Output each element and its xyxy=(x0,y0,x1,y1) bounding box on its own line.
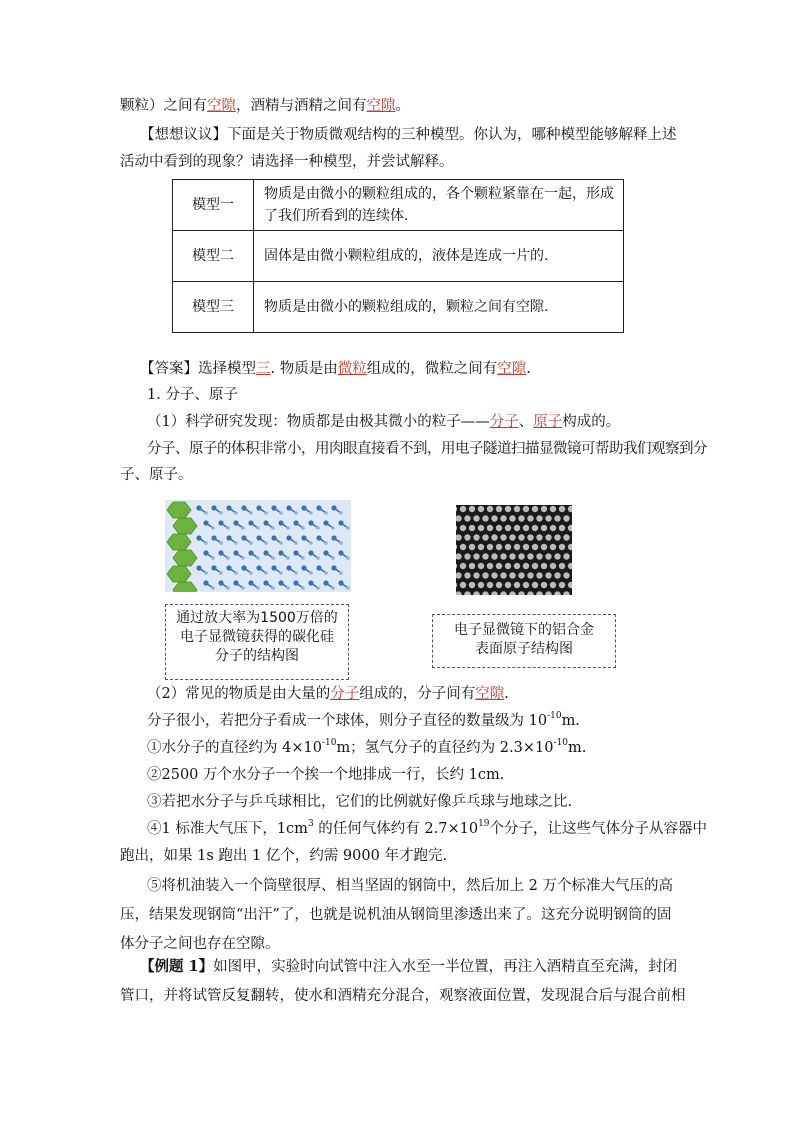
atom-dot xyxy=(460,506,466,512)
molecule-atom xyxy=(203,550,208,555)
molecule-atom xyxy=(219,511,223,515)
molecule-atom xyxy=(294,511,298,515)
molecule-atom xyxy=(234,511,238,515)
atom-dot xyxy=(482,572,488,578)
answer-tag: 【答案】 xyxy=(140,361,198,377)
atom-dot xyxy=(545,572,551,578)
atom-dot xyxy=(514,506,520,512)
molecule-atom xyxy=(331,586,335,590)
molecule-atom xyxy=(293,580,298,585)
atom-dot xyxy=(482,553,488,559)
molecule-atom xyxy=(301,556,305,560)
molecule-atom xyxy=(219,541,223,545)
molecule-atom xyxy=(286,565,291,570)
atom-dot xyxy=(559,544,565,550)
list-item: ⑤将机油装入一个筒壁很厚、相当坚固的钢筒中，然后加上 2 万个标准大气压的高 xyxy=(147,878,673,894)
atom-dot xyxy=(518,553,524,559)
atom-dot xyxy=(559,563,565,569)
section1-paragraph-1: （1）科学研究发现：物质都是由极其微小的粒子——分子、原子构成的。 xyxy=(147,414,621,430)
example-line-1: 【例题 1】如图甲，实验时向试管中注入水至一半位置，再注入酒精直至充满，封闭 xyxy=(140,958,678,975)
molecule-atom xyxy=(211,526,215,530)
atom-dot xyxy=(509,553,515,559)
atom-dot xyxy=(563,553,569,559)
molecule-atom xyxy=(241,586,245,590)
atom-dot xyxy=(514,582,520,588)
atom-dot xyxy=(478,506,484,512)
molecule-atom xyxy=(203,520,208,525)
molecule-atom xyxy=(316,556,320,560)
atom-dot xyxy=(496,563,502,569)
atom-dot xyxy=(532,582,538,588)
molecule-atom xyxy=(264,511,268,515)
atom-dot xyxy=(563,515,569,521)
molecule-atom xyxy=(271,526,275,530)
list-item-continuation: 压，结果发现钢筒“出汗”了，也就是说机油从钢筒里渗透出来了。这充分说明钢筒的固 xyxy=(120,907,672,923)
molecule-atom xyxy=(339,571,343,575)
molecule-atom xyxy=(323,550,328,555)
atom-dot xyxy=(464,553,470,559)
molecule-atom xyxy=(233,580,238,585)
atom-dot xyxy=(532,563,538,569)
atom-dot xyxy=(496,506,502,512)
molecule-atom xyxy=(196,535,201,540)
silicon-carbide-structure-image xyxy=(165,500,351,592)
molecule-atom xyxy=(196,505,201,510)
silicon-carbide-structure-graphic xyxy=(165,500,351,592)
atom-dot xyxy=(500,515,506,521)
molecule-atom xyxy=(226,565,231,570)
molecule-atom xyxy=(301,586,305,590)
atom-dot xyxy=(541,582,547,588)
molecule-atom xyxy=(263,580,268,585)
molecule-atom xyxy=(278,550,283,555)
list-item: ③若把水分子与乒乓球相比，它们的比例就好像乒乓球与地球之比. xyxy=(147,794,573,810)
atom-dot xyxy=(523,563,529,569)
atom-dot xyxy=(514,563,520,569)
atom-dot xyxy=(500,572,506,578)
atom-dot xyxy=(505,544,511,550)
atom-dot xyxy=(487,525,493,531)
atom-dot xyxy=(554,534,560,540)
atom-dot xyxy=(527,572,533,578)
atom-dot xyxy=(536,572,542,578)
molecule-atom xyxy=(293,520,298,525)
atom-dot xyxy=(532,525,538,531)
molecule-atom xyxy=(204,571,208,575)
atom-dot xyxy=(482,515,488,521)
list-item: ①水分子的直径约为 $4\times 10^{-10}m$；氢气分子的直径约为 $2.3\times 10^{-10}m$. xyxy=(147,738,587,756)
atom-dot xyxy=(550,506,556,512)
atom-dot xyxy=(545,534,551,540)
molecule-atom xyxy=(271,565,276,570)
atom-dot xyxy=(500,534,506,540)
molecule-atom xyxy=(256,556,260,560)
molecule-atom xyxy=(331,505,336,510)
atom-dot xyxy=(473,515,479,521)
atom-dot xyxy=(505,506,511,512)
atom-dot xyxy=(536,534,542,540)
molecule-atom xyxy=(316,586,320,590)
molecule-atom xyxy=(346,556,350,560)
molecule-atom xyxy=(241,565,246,570)
molecule-atom xyxy=(256,586,260,590)
atom-dot xyxy=(460,582,466,588)
aluminum-alloy-atom-graphic xyxy=(456,505,572,595)
molecule-atom xyxy=(316,565,321,570)
molecule-atom xyxy=(204,541,208,545)
atom-dot xyxy=(563,572,569,578)
molecule-atom xyxy=(271,586,275,590)
atom-dot xyxy=(527,534,533,540)
atom-dot xyxy=(545,553,551,559)
molecule-atom xyxy=(346,586,350,590)
molecule-atom xyxy=(279,541,283,545)
molecule-atom xyxy=(294,571,298,575)
list-item-continuation: 体分子之间也存在空隙。 xyxy=(120,936,280,952)
molecule-atom xyxy=(241,556,245,560)
molecule-atom xyxy=(256,526,260,530)
molecule-atom xyxy=(286,535,291,540)
atom-dot xyxy=(464,572,470,578)
atom-dot xyxy=(554,515,560,521)
molecule-atom xyxy=(301,535,306,540)
molecule-atom xyxy=(271,556,275,560)
molecule-atom xyxy=(271,535,276,540)
atom-dot xyxy=(559,525,565,531)
molecule-atom xyxy=(211,535,216,540)
atom-dot xyxy=(491,534,497,540)
atom-dot xyxy=(550,525,556,531)
atom-dot xyxy=(518,515,524,521)
example-line-2: 管口，并将试管反复翻转，使水和酒精充分混合，观察液面位置，发现混合后与混合前相 xyxy=(120,988,686,1004)
atom-dot xyxy=(505,525,511,531)
atom-dot xyxy=(478,563,484,569)
answer-line: 【答案】选择模型三. 物质是由微粒组成的，微粒之间有空隙. xyxy=(140,361,531,377)
section1-paragraph-2: 分子、原子的体积非常小，用肉眼直接看不到，用电子隧道扫描显微镜可帮助我们观察到分 xyxy=(147,441,707,457)
section1-paragraph-2b: 子、原子。 xyxy=(120,467,193,483)
atom-dot xyxy=(509,572,515,578)
model-description: 固体是由微小颗粒组成的，液体是连成一片的. xyxy=(254,231,624,282)
molecule-atom xyxy=(234,541,238,545)
example-tag: 【例题 1】 xyxy=(140,958,214,975)
atom-dot xyxy=(496,582,502,588)
molecule-atom xyxy=(248,550,253,555)
molecule-atom xyxy=(241,526,245,530)
molecule-atom xyxy=(211,556,215,560)
molecule-atom xyxy=(226,526,230,530)
molecule-atom xyxy=(278,580,283,585)
molecule-atom xyxy=(204,511,208,515)
atom-dot xyxy=(469,582,475,588)
molecule-atom xyxy=(339,541,343,545)
molecule-atom xyxy=(219,571,223,575)
atom-dot xyxy=(550,544,556,550)
atom-dot xyxy=(460,544,466,550)
molecule-atom xyxy=(264,571,268,575)
molecule-atom xyxy=(226,586,230,590)
atom-dot xyxy=(487,582,493,588)
molecule-atom xyxy=(263,550,268,555)
atom-dot xyxy=(491,553,497,559)
molecule-atom xyxy=(196,565,201,570)
section2-paragraph-1: （2）常见的物质是由大量的分子组成的，分子间有空隙. xyxy=(147,686,509,702)
molecule-atom xyxy=(234,571,238,575)
atom-dot xyxy=(514,525,520,531)
atom-dot xyxy=(478,582,484,588)
atom-dot xyxy=(563,534,569,540)
atom-dot xyxy=(518,572,524,578)
atom-dot xyxy=(550,582,556,588)
molecule-atom xyxy=(308,550,313,555)
right-figure-caption: 电子显微镜下的铝合金 表面原子结构图 xyxy=(432,614,616,668)
molecule-atom xyxy=(218,520,223,525)
molecule-atom xyxy=(278,520,283,525)
atom-dot xyxy=(532,544,538,550)
molecule-atom xyxy=(249,511,253,515)
molecule-atom xyxy=(324,541,328,545)
atom-dot xyxy=(523,506,529,512)
atom-dot xyxy=(536,515,542,521)
molecule-atom xyxy=(331,535,336,540)
molecule-atom xyxy=(308,580,313,585)
molecule-atom xyxy=(346,526,350,530)
atom-dot xyxy=(464,515,470,521)
atom-dot xyxy=(460,525,466,531)
molecule-atom xyxy=(293,550,298,555)
molecule-atom xyxy=(339,511,343,515)
molecule-atom xyxy=(241,535,246,540)
atom-dot xyxy=(500,553,506,559)
molecule-atom xyxy=(338,580,343,585)
molecule-atom xyxy=(331,556,335,560)
table-row xyxy=(173,282,624,333)
molecule-atom xyxy=(338,550,343,555)
molecule-atom xyxy=(324,571,328,575)
atom-dot xyxy=(473,553,479,559)
atom-dot xyxy=(464,534,470,540)
molecule-atom xyxy=(279,571,283,575)
molecule-atom xyxy=(324,511,328,515)
atom-dot xyxy=(469,525,475,531)
molecule-atom xyxy=(211,565,216,570)
molecule-atom xyxy=(271,505,276,510)
model-name: 模型一 xyxy=(173,180,254,231)
molecule-atom xyxy=(233,520,238,525)
model-description: 物质是由微小的颗粒组成的，各个颗粒紧靠在一起，形成了我们所看到的连续体. xyxy=(254,180,624,231)
model-description: 物质是由微小的颗粒组成的，颗粒之间有空隙. xyxy=(254,282,624,333)
atom-dot xyxy=(541,525,547,531)
think-discuss-line-2: 活动中看到的现象？请选择一种模型，并尝试解释。 xyxy=(120,154,454,170)
left-figure-caption: 通过放大率为1500万倍的 电子显微镜获得的碳化硅 分子的结构图 xyxy=(165,604,349,680)
atom-dot xyxy=(473,534,479,540)
atom-dot xyxy=(460,563,466,569)
molecule-atom xyxy=(316,526,320,530)
molecule-atom xyxy=(338,520,343,525)
atom-dot xyxy=(509,534,515,540)
atom-dot xyxy=(532,506,538,512)
molecule-atom xyxy=(286,526,290,530)
molecule-atom xyxy=(309,541,313,545)
atom-dot xyxy=(487,506,493,512)
table-row xyxy=(173,231,624,282)
molecule-atom xyxy=(286,556,290,560)
molecule-atom xyxy=(301,505,306,510)
section-heading: 1. 分子、原子 xyxy=(147,387,238,403)
section2-paragraph-2: 分子很小，若把分子看成一个球体，则分子直径的数量级为 $10^{-10}m$. xyxy=(147,711,580,729)
molecule-atom xyxy=(241,505,246,510)
atom-dot xyxy=(473,572,479,578)
molecule-atom xyxy=(316,505,321,510)
molecule-atom xyxy=(248,520,253,525)
molecule-atom xyxy=(256,535,261,540)
molecule-atom xyxy=(264,541,268,545)
image-background xyxy=(165,500,351,592)
molecule-atom xyxy=(301,526,305,530)
atom-dot xyxy=(545,515,551,521)
molecule-atom xyxy=(226,535,231,540)
atom-dot xyxy=(527,515,533,521)
list-item: ②2500 万个水分子一个挨一个地排成一行，长约 1cm. xyxy=(147,767,505,783)
molecule-atom xyxy=(249,541,253,545)
atom-dot xyxy=(523,525,529,531)
atom-dot xyxy=(478,525,484,531)
atom-dot xyxy=(536,553,542,559)
atom-dot xyxy=(505,582,511,588)
atom-dot xyxy=(554,553,560,559)
molecule-atom xyxy=(308,520,313,525)
atom-dot xyxy=(491,515,497,521)
atom-dot xyxy=(554,572,560,578)
think-discuss-line-1: 【想想议议】下面是关于物质微观结构的三种模型。你认为，哪种模型能够解释上述 xyxy=(140,127,677,143)
atom-dot xyxy=(487,563,493,569)
atom-dot xyxy=(469,563,475,569)
molecule-atom xyxy=(226,556,230,560)
molecule-atom xyxy=(203,580,208,585)
list-item-continuation: 跑出，如果 1s 跑出 1 亿个，约需 9000 年才跑完. xyxy=(120,848,448,864)
molecule-atom xyxy=(218,550,223,555)
molecule-atom xyxy=(263,520,268,525)
molecule-atom xyxy=(226,505,231,510)
molecule-atom xyxy=(233,550,238,555)
molecule-atom xyxy=(248,580,253,585)
molecule-atom xyxy=(331,526,335,530)
atom-dot xyxy=(541,563,547,569)
atom-dot xyxy=(559,506,565,512)
atom-dot xyxy=(514,544,520,550)
molecule-atom xyxy=(309,571,313,575)
molecule-atom xyxy=(279,511,283,515)
atom-dot xyxy=(469,544,475,550)
atom-dot xyxy=(496,525,502,531)
atom-dot xyxy=(541,506,547,512)
models-table xyxy=(172,179,624,333)
atom-dot xyxy=(469,506,475,512)
molecule-atom xyxy=(211,505,216,510)
atom-dot xyxy=(509,515,515,521)
molecule-atom xyxy=(309,511,313,515)
molecule-atom xyxy=(286,586,290,590)
molecule-atom xyxy=(323,580,328,585)
molecule-atom xyxy=(316,535,321,540)
atom-dot xyxy=(559,582,565,588)
table-row xyxy=(173,180,624,231)
aluminum-alloy-atom-image xyxy=(456,505,572,595)
atom-dot xyxy=(478,544,484,550)
molecule-atom xyxy=(256,505,261,510)
molecule-atom xyxy=(256,565,261,570)
intro-line-1: 颗粒）之间有空隙，酒精与酒精之间有空隙。 xyxy=(120,98,410,114)
molecule-atom xyxy=(286,505,291,510)
molecule-atom xyxy=(323,520,328,525)
molecule-atom xyxy=(249,571,253,575)
atom-dot xyxy=(527,553,533,559)
atom-dot xyxy=(487,544,493,550)
model-name: 模型三 xyxy=(173,282,254,333)
atom-dot xyxy=(482,534,488,540)
molecule-atom xyxy=(218,580,223,585)
atom-dot xyxy=(523,544,529,550)
atom-dot xyxy=(505,563,511,569)
atom-dot xyxy=(518,534,524,540)
atom-dot xyxy=(491,572,497,578)
molecule-atom xyxy=(301,565,306,570)
think-discuss-tag: 【想想议议】 xyxy=(140,127,227,143)
model-name: 模型二 xyxy=(173,231,254,282)
atom-dot xyxy=(550,563,556,569)
list-item: ④1 标准大气压下，$1cm^3$ 的任何气体约有 $2.7\times 10^{19}$个分子，让这些气体分子从容器中 xyxy=(147,819,708,837)
atom-dot xyxy=(523,582,529,588)
atom-dot xyxy=(496,544,502,550)
molecule-atom xyxy=(294,541,298,545)
atom-dot xyxy=(541,544,547,550)
molecule-atom xyxy=(211,586,215,590)
molecule-atom xyxy=(331,565,336,570)
